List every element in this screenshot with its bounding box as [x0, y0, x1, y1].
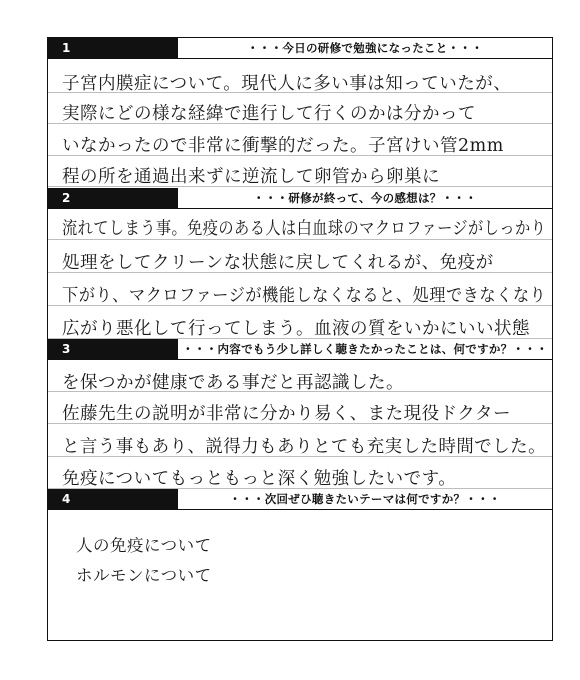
handwritten-line: 下がり、マクロファージが機能しなくなると、処理できなくなり	[62, 286, 547, 306]
section-header	[48, 188, 552, 209]
handwritten-line: と言う事もあり、説得力もありとても充実した時間でした。	[62, 437, 546, 457]
handwritten-line: を保つかが健康である事だと再認識した。	[62, 373, 404, 393]
handwritten-line: 実際にどの様な経緯で進行して行くのかは分かって	[62, 104, 476, 124]
handwritten-line: 程の所を通過出来ずに逆流して卵管から卵巣に	[62, 167, 440, 187]
handwritten-line: 広がり悪化して行ってしまう。血液の質をいかにいい状態	[62, 319, 530, 339]
section-header	[48, 339, 552, 360]
section-number: 3	[48, 339, 178, 359]
section-number: 2	[48, 188, 178, 208]
handwritten-line: 子宮内膜症について。現代人に多い事は知っていたが、	[62, 74, 512, 94]
handwritten-line: いなかったので非常に衝撃的だった。子宮けい管2mm	[62, 136, 504, 156]
answer-area	[48, 510, 552, 640]
section-question: ・・・内容でもう少し詳しく聴きたかったことは、何ですか？・・・	[182, 342, 548, 356]
section-number: 1	[48, 38, 178, 58]
answer-area	[48, 59, 552, 189]
section-question: ・・・研修が終って、今の感想は？・・・	[253, 191, 477, 205]
section-2	[48, 188, 552, 339]
section-header	[48, 489, 552, 510]
section-1	[48, 38, 552, 189]
handwritten-line: 免疫についてもっともっと深く勉強したいです。	[62, 469, 457, 489]
answer-area	[48, 360, 552, 490]
section-number: 4	[48, 489, 178, 509]
handwritten-line: 佐藤先生の説明が非常に分かり易く、また現役ドクター	[62, 404, 511, 424]
handwritten-line: ホルモンについて	[76, 566, 212, 585]
handwritten-line: 処理をしてクリーンな状態に戻してくれるが、免疫が	[62, 253, 494, 273]
section-header	[48, 38, 552, 59]
answer-area	[48, 209, 552, 339]
handwritten-line: 流れてしまう事。免疫のある人は白血球のマクロファージがしっかり	[62, 219, 547, 239]
section-4	[48, 489, 552, 640]
survey-sheet	[47, 37, 553, 641]
section-3	[48, 339, 552, 490]
section-question: ・・・今日の研修で勉強になったこと・・・	[247, 41, 483, 55]
section-question: ・・・次回ぜひ聴きたいテーマは何ですか？・・・	[229, 492, 501, 506]
handwritten-line: 人の免疫について	[76, 536, 212, 555]
